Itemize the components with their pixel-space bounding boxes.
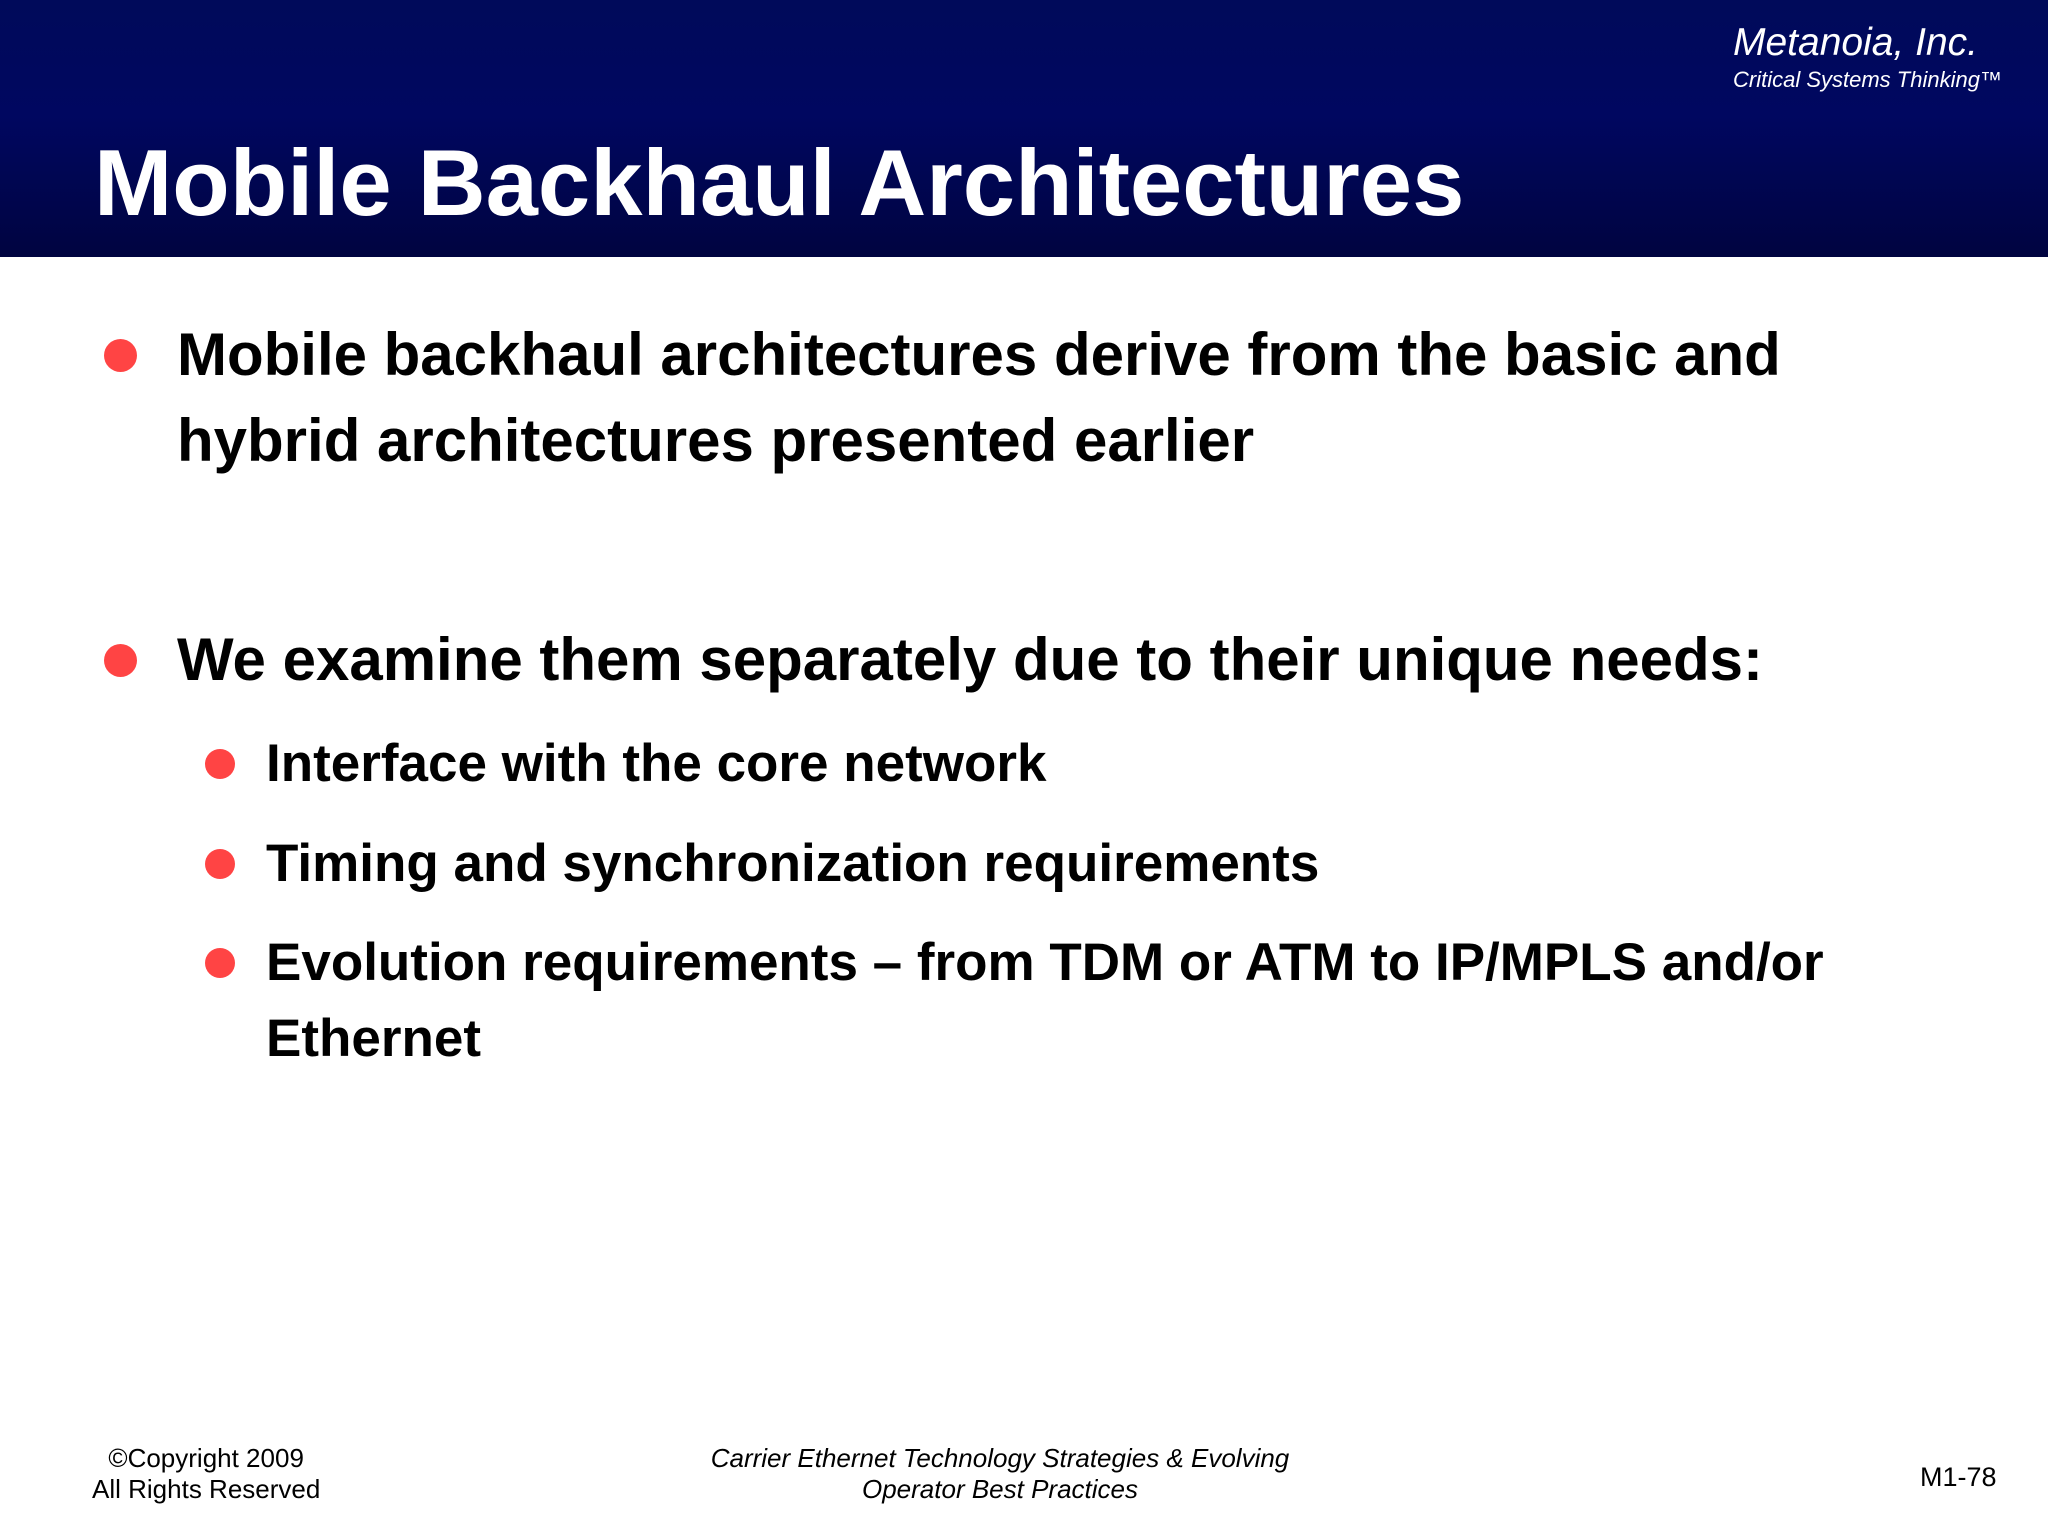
sub-bullet-text: Evolution requirements – from TDM or ATM to IP/MPLS and/or Ethernet (266, 933, 1824, 1068)
bullet-dot-icon (205, 749, 235, 779)
course-title-line-2: Operator Best Practices (862, 1474, 1138, 1504)
bullet-dot-icon (205, 849, 235, 879)
course-title-line-1: Carrier Ethernet Technology Strategies & Evolving (710, 1443, 1290, 1473)
brand-tagline: Critical Systems Thinking™ (1733, 67, 2002, 92)
slide-title: Mobile Backhaul Architectures (94, 130, 1465, 235)
sub-bullet-text: Timing and synchronization requirements (266, 834, 1320, 893)
bullet-item (104, 312, 1964, 484)
sub-bullet-item (205, 826, 1985, 902)
sub-bullet-item (205, 726, 1985, 802)
brand-name: Metanoia, Inc. (1733, 21, 1978, 64)
page-number: M1-78 (1920, 1462, 1997, 1492)
bullet-dot-icon (205, 948, 235, 978)
bullet-text: Mobile backhaul architectures derive from the basic and hybrid architectures presented earlier (177, 321, 1781, 474)
rights-line: All Rights Reserved (92, 1474, 321, 1504)
bullet-dot-icon (104, 644, 137, 677)
bullet-item (104, 617, 1964, 703)
sub-bullet-item (205, 925, 1985, 1077)
bullet-dot-icon (104, 339, 137, 372)
bullet-text: We examine them separately due to their unique needs: (177, 626, 1763, 693)
copyright-notice (92, 1443, 320, 1505)
course-title (700, 1443, 1300, 1505)
sub-bullet-text: Interface with the core network (266, 734, 1047, 793)
copyright-line: ©Copyright 2009 (108, 1443, 304, 1473)
